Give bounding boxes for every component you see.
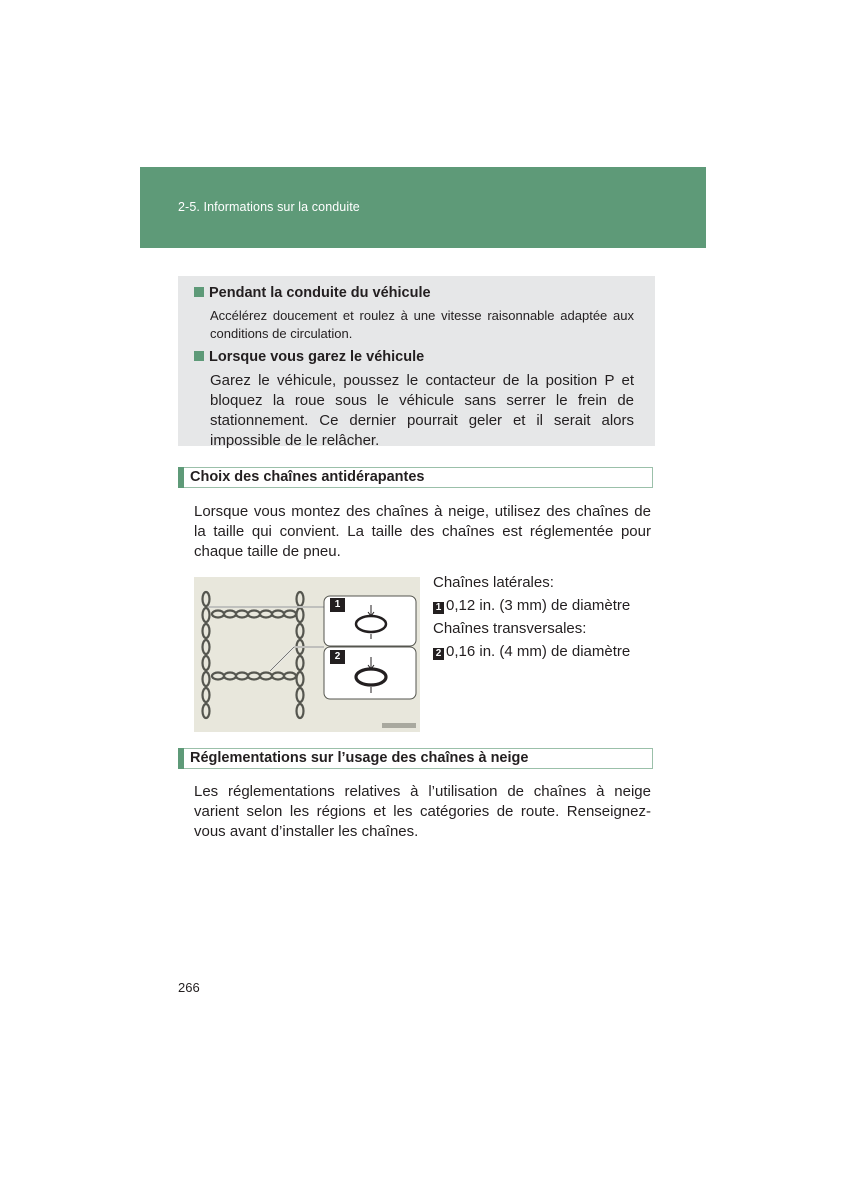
callout-2-label: 2: [334, 651, 341, 662]
side-chain-value-text: 0,12 in. (3 mm) de diamètre: [446, 597, 631, 614]
info-heading-parking: [194, 349, 424, 365]
section-title-text: Réglementations sur l’usage des chaînes à neige: [190, 750, 529, 766]
section-title-chain-choice: [178, 467, 653, 488]
callout-2-marker: 2: [433, 648, 444, 660]
callout-1-label: 1: [334, 599, 341, 610]
section-bar: [178, 748, 184, 769]
info-heading-driving: [194, 285, 431, 301]
side-chain-value: [433, 597, 630, 614]
cross-chain-value-text: 0,16 in. (4 mm) de diamètre: [446, 643, 631, 660]
section-bar: [178, 467, 184, 488]
snow-chain-drawing: [194, 577, 420, 732]
info-box: [178, 276, 655, 449]
info-heading-driving-text: Pendant la conduite du véhicule: [209, 285, 431, 301]
regulations-paragraph: Les réglementations relatives à l’utilisation de chaînes à neige varient selon les régions et les catégories de route. Renseignez-vous avant d’installer les chaînes.: [194, 783, 651, 840]
cross-chain-value: [433, 643, 630, 660]
chain-choice-paragraph: Lorsque vous montez des chaînes à neige, utilisez des chaînes de la taille qui convient. La taille des chaînes est réglementée pour chaque taille de pneu.: [194, 503, 651, 560]
info-text-parking: Garez le véhicule, poussez le contacteur de la position P et bloquez la roue sous le véhicule sans serrer le frein de stationnement. Ce dernier pourrait geler et il serait alors impossible de le relâcher.: [210, 372, 634, 449]
section-title-regulations: [178, 748, 653, 769]
square-bullet-icon: [194, 287, 204, 297]
callout-1-marker: 1: [433, 602, 444, 614]
cross-chain-label: Chaînes transversales:: [433, 620, 587, 637]
section-header-band: [140, 167, 706, 248]
square-bullet-icon: [194, 351, 204, 361]
section-title-text: Choix des chaînes antidérapantes: [190, 469, 425, 485]
snow-chain-illustration: [194, 577, 420, 732]
info-heading-parking-text: Lorsque vous garez le véhicule: [209, 349, 425, 365]
section-breadcrumb: 2-5. Informations sur la conduite: [178, 200, 360, 214]
info-text-driving: Accélérez doucement et roulez à une vitesse raisonnable adaptée aux conditions de circulation.: [210, 308, 634, 341]
page-number: 266: [178, 980, 200, 995]
side-chain-label: Chaînes latérales:: [433, 574, 554, 591]
